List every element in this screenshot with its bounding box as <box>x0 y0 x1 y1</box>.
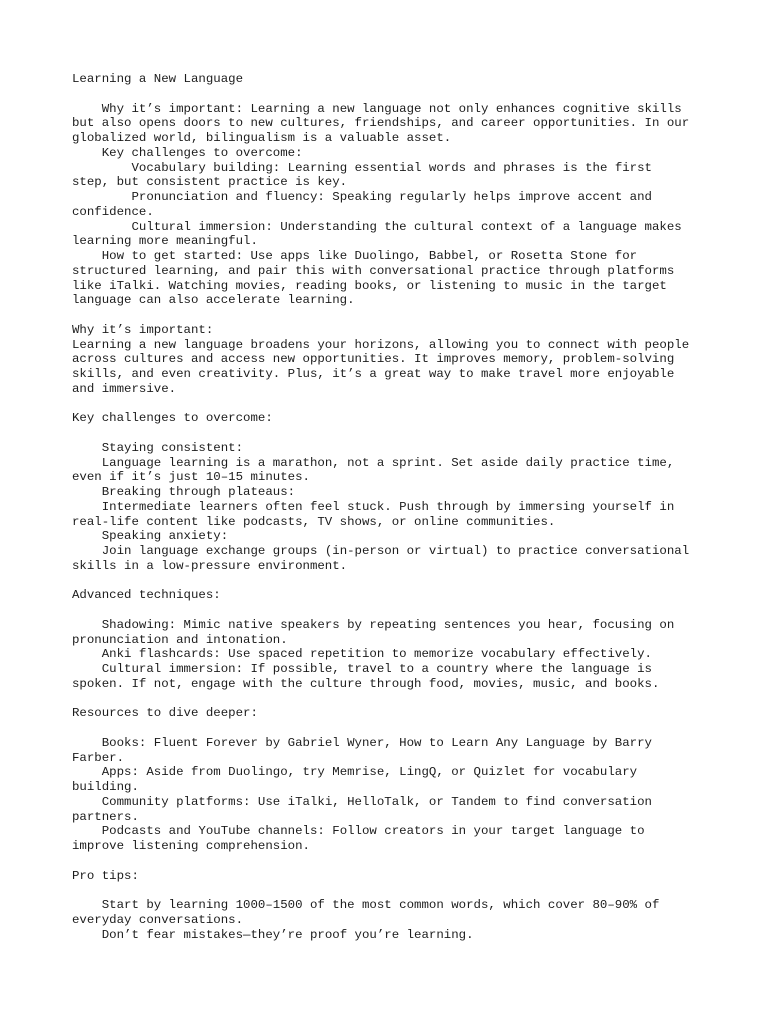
text-line: Pro tips: <box>72 868 139 883</box>
text-line: Resources to dive deeper: <box>72 706 258 721</box>
text-line: How to get started: Use apps like Duolingo, Babbel, or Rosetta Stone for <box>72 249 638 263</box>
text-line <box>72 308 712 323</box>
text-line: spoken. If not, engage with the culture through food, movies, music, and books. <box>72 676 660 691</box>
text-line: Key challenges to overcome: <box>72 145 303 160</box>
text-line: Why it’s important: <box>72 322 214 337</box>
text-line: Speaking anxiety: <box>72 529 229 544</box>
text-line: improve listening comprehension. <box>72 839 310 853</box>
text-line <box>72 426 712 441</box>
text-line: Learning a New Language <box>72 72 244 86</box>
text-line: Apps: Aside from Duolingo, try Memrise, LingQ, or Quizlet for vocabulary <box>72 765 638 780</box>
text-line: Start by learning 1000–1500 of the most common words, which cover 80–90% of <box>72 898 660 912</box>
text-line: Key challenges to overcome: <box>72 411 273 426</box>
text-line <box>72 574 712 589</box>
text-line: Language learning is a marathon, not a sprint. Set aside daily practice time, <box>72 455 675 470</box>
text-line: Books: Fluent Forever by Gabriel Wyner, How to Learn Any Language by Barry <box>72 735 652 750</box>
text-line <box>72 397 712 412</box>
text-line: Don’t fear mistakes—they’re proof you’re learning. <box>72 927 474 942</box>
text-line: everyday conversations. <box>72 912 244 927</box>
text-line: real-life content like podcasts, TV shows, or online communities. <box>72 514 556 529</box>
text-line: skills, and even creativity. Plus, it’s a great way to make travel more enjoyable <box>72 367 675 381</box>
text-line: pronunciation and intonation. <box>72 632 288 647</box>
document-body <box>72 72 712 942</box>
text-line: Learning a new language broadens your horizons, allowing you to connect with people <box>72 337 690 352</box>
text-line: but also opens doors to new cultures, friendships, and career opportunities. In our <box>72 116 690 131</box>
text-line <box>72 721 712 736</box>
text-line: Why it’s important: Learning a new language not only enhances cognitive skills <box>72 101 682 116</box>
text-line: Vocabulary building: Learning essential words and phrases is the first <box>72 160 652 175</box>
text-line: Intermediate learners often feel stuck. Push through by immersing yourself in <box>72 499 675 514</box>
text-line: Pronunciation and fluency: Speaking regularly helps improve accent and <box>72 190 652 204</box>
text-line: Podcasts and YouTube channels: Follow creators in your target language to <box>72 824 645 839</box>
text-line: Staying consistent: <box>72 440 244 455</box>
text-line: building. <box>72 780 139 794</box>
text-line: Cultural immersion: If possible, travel to a country where the language is <box>72 662 652 676</box>
text-line: and immersive. <box>72 381 177 396</box>
text-line: structured learning, and pair this with conversational practice through platforms <box>72 263 675 278</box>
text-line: Shadowing: Mimic native speakers by repeating sentences you hear, focusing on <box>72 617 675 632</box>
text-line: step, but consistent practice is key. <box>72 175 348 190</box>
text-line: Anki flashcards: Use spaced repetition to memorize vocabulary effectively. <box>72 647 652 662</box>
text-line: Join language exchange groups (in-person or virtual) to practice conversational <box>72 544 690 558</box>
text-line: confidence. <box>72 204 154 219</box>
text-line: Advanced techniques: <box>72 588 221 603</box>
text-line: Cultural immersion: Understanding the cultural context of a language makes <box>72 219 682 234</box>
text-line: Breaking through plateaus: <box>72 485 296 499</box>
text-line: Farber. <box>72 750 125 765</box>
text-line: Community platforms: Use iTalki, HelloTalk, or Tandem to find conversation <box>72 794 652 809</box>
text-line: even if it’s just 10–15 minutes. <box>72 470 310 485</box>
text-line: learning more meaningful. <box>72 234 258 249</box>
text-line <box>72 854 712 869</box>
text-line: globalized world, bilingualism is a valuable asset. <box>72 131 452 145</box>
text-line: partners. <box>72 809 139 824</box>
text-line <box>72 883 712 898</box>
text-line: across cultures and access new opportunities. It improves memory, problem-solving <box>72 352 675 367</box>
text-line <box>72 692 712 707</box>
text-line: language can also accelerate learning. <box>72 293 355 308</box>
text-line: skills in a low-pressure environment. <box>72 558 348 573</box>
text-line <box>72 603 712 618</box>
text-line: like iTalki. Watching movies, reading books, or listening to music in the target <box>72 278 667 293</box>
text-line <box>72 87 712 102</box>
